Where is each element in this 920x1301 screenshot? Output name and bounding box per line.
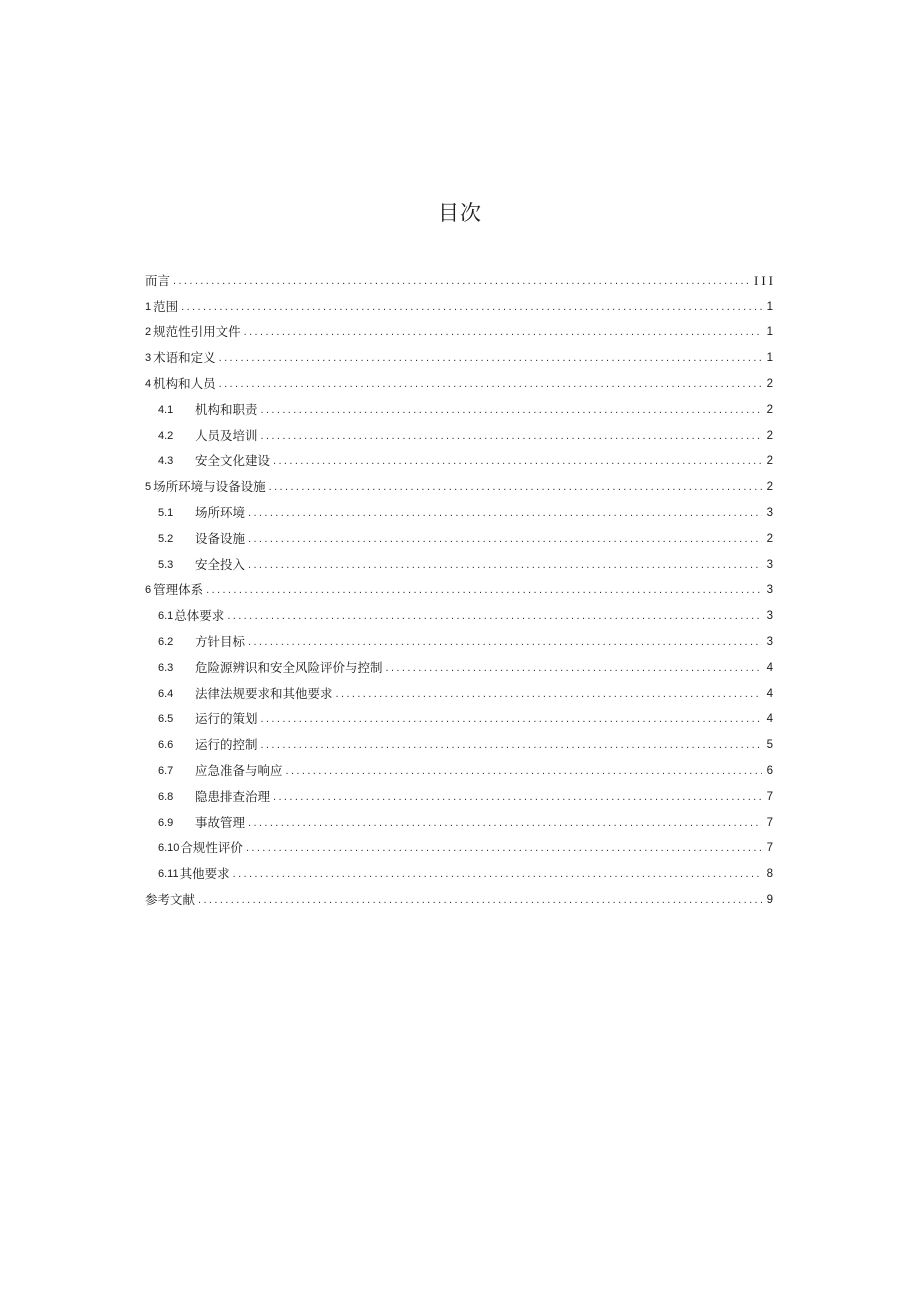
- toc-leader-dots: [248, 531, 762, 547]
- toc-subentry[interactable]: [145, 707, 773, 733]
- toc-entry-page: 8: [766, 868, 773, 881]
- toc-entry-page: 7: [766, 816, 773, 829]
- toc-entry-page: 1: [766, 326, 773, 339]
- toc-entry-number: 6.11: [158, 868, 179, 881]
- toc-entry-number: 6.3: [158, 661, 174, 674]
- toc-entry-number: 6.9: [158, 816, 174, 829]
- toc-leader-dots: [248, 815, 762, 831]
- toc-entry-page: 2: [766, 403, 773, 416]
- toc-entry-page: 2: [766, 532, 773, 545]
- toc-entry-label: 事故管理: [195, 814, 246, 830]
- toc-entry-page: 2: [766, 455, 773, 468]
- toc-entry-page: 3: [766, 584, 773, 597]
- toc-entry-page: 3: [766, 636, 773, 649]
- toc-entry-page: 6: [766, 765, 773, 778]
- toc-entry-page: 2: [766, 429, 773, 442]
- toc-entry-page: 2: [766, 378, 773, 391]
- toc-leader-dots: [386, 660, 762, 676]
- toc-subentry[interactable]: [145, 784, 773, 810]
- toc-entry-label: 管理体系: [153, 582, 204, 598]
- toc-entry-label: 而言: [145, 272, 171, 288]
- toc-entry-label: 安全投入: [195, 556, 246, 572]
- toc-subentry[interactable]: [145, 423, 773, 449]
- toc-leader-dots: [181, 299, 762, 315]
- toc-leader-dots: [173, 273, 751, 289]
- toc-leader-dots: [336, 686, 762, 702]
- toc-subentry[interactable]: [145, 397, 773, 423]
- toc-entry-number: 2: [145, 326, 152, 339]
- toc-entry-label: 规范性引用文件: [153, 324, 241, 340]
- toc-entry-label: 总体要求: [174, 608, 225, 624]
- toc-entry-label: 其他要求: [179, 866, 230, 882]
- toc-entry-number: 6.7: [158, 765, 174, 778]
- toc-leader-dots: [261, 428, 762, 444]
- toc-subentry[interactable]: [145, 500, 773, 526]
- toc-entry-label: 术语和定义: [153, 350, 216, 366]
- toc-entry-label: 法律法规要求和其他要求: [195, 685, 333, 701]
- toc-entry-number: 5.3: [158, 558, 174, 571]
- toc-entry[interactable]: [145, 474, 773, 500]
- toc-entry-number: 6: [145, 584, 152, 597]
- toc-entry-label: 运行的控制: [195, 737, 258, 753]
- toc-entry-number: 6.4: [158, 687, 174, 700]
- toc-entry-page: 3: [766, 507, 773, 520]
- toc-entry-label: 危险源辨识和安全风险评价与控制: [195, 659, 383, 675]
- toc-entry-page: III: [754, 272, 776, 288]
- toc-subentry[interactable]: [145, 758, 773, 784]
- toc-entry-number: 4.1: [158, 403, 174, 416]
- toc-leader-dots: [261, 737, 762, 753]
- toc-entry-number: 6.5: [158, 713, 174, 726]
- toc-entry[interactable]: [145, 294, 773, 320]
- toc-entry[interactable]: [145, 345, 773, 371]
- toc-title: 目次: [438, 201, 482, 225]
- toc-entry-number: 4: [145, 378, 152, 391]
- toc-subentry[interactable]: [145, 552, 773, 578]
- toc-leader-dots: [273, 453, 762, 469]
- toc-entry-label: 机构和职责: [195, 401, 258, 417]
- toc-entry[interactable]: [145, 887, 773, 913]
- toc-entry-number: 4.2: [158, 429, 174, 442]
- toc-entry-label: 安全文化建设: [195, 453, 271, 469]
- toc-entry-number: 5: [145, 481, 152, 494]
- toc-entry[interactable]: [145, 268, 776, 294]
- toc-entry-page: 4: [766, 713, 773, 726]
- toc-leader-dots: [206, 582, 762, 598]
- toc-leader-dots: [248, 634, 762, 650]
- toc-subentry[interactable]: [145, 732, 773, 758]
- toc-subentry[interactable]: [145, 861, 773, 887]
- toc-entry-page: 5: [766, 739, 773, 752]
- toc-entry-label: 隐患排查治理: [195, 788, 271, 804]
- toc-leader-dots: [286, 763, 762, 779]
- toc-entry-number: 3: [145, 352, 152, 365]
- toc-entry-label: 应急准备与响应: [195, 763, 283, 779]
- toc-entry-page: 2: [766, 481, 773, 494]
- toc-entry-number: 4.3: [158, 455, 174, 468]
- toc-entry[interactable]: [145, 578, 773, 604]
- toc-leader-dots: [273, 789, 762, 805]
- toc-subentry[interactable]: [145, 655, 773, 681]
- toc-entry-number: 6.1: [158, 610, 174, 623]
- toc-entry-number: 6.8: [158, 790, 174, 803]
- toc-leader-dots: [246, 840, 762, 856]
- toc-entry-label: 人员及培训: [195, 427, 258, 443]
- toc-entry-page: 3: [766, 558, 773, 571]
- toc-entry-page: 4: [766, 661, 773, 674]
- toc-entry-label: 设备设施: [195, 530, 246, 546]
- toc-entry[interactable]: [145, 320, 773, 346]
- toc-entry-page: 7: [766, 842, 773, 855]
- toc-subentry[interactable]: [145, 603, 773, 629]
- toc-entry-page: 1: [766, 352, 773, 365]
- toc-leader-dots: [261, 402, 762, 418]
- toc-entry[interactable]: [145, 371, 773, 397]
- toc-entry-number: 1: [145, 300, 152, 313]
- toc-entry-label: 机构和人员: [153, 376, 216, 392]
- toc-entry-page: 3: [766, 610, 773, 623]
- toc-entry-page: 9: [766, 894, 773, 907]
- toc-entry-label: 运行的策划: [195, 711, 258, 727]
- toc-entry-page: 4: [766, 687, 773, 700]
- toc-leader-dots: [244, 324, 762, 340]
- toc-entry-label: 参考文献: [145, 892, 196, 908]
- toc-entry-label: 范围: [153, 298, 179, 314]
- toc-leader-dots: [219, 376, 762, 392]
- toc-entry-number: 6.6: [158, 739, 174, 752]
- toc-leader-dots: [248, 557, 762, 573]
- toc-entry-number: 6.2: [158, 636, 174, 649]
- toc-subentry[interactable]: [145, 449, 773, 475]
- toc-list: [145, 268, 776, 913]
- toc-leader-dots: [198, 892, 762, 908]
- toc-entry-label: 合规性评价: [180, 840, 243, 856]
- toc-leader-dots: [261, 711, 762, 727]
- toc-entry-page: 1: [766, 300, 773, 313]
- toc-entry-page: 7: [766, 790, 773, 803]
- toc-leader-dots: [219, 350, 762, 366]
- toc-leader-dots: [269, 479, 762, 495]
- toc-entry-number: 6.10: [158, 842, 180, 855]
- toc-entry-label: 场所环境与设备设施: [153, 479, 266, 495]
- toc-subentry[interactable]: [145, 836, 773, 862]
- toc-leader-dots: [248, 505, 762, 521]
- toc-subentry[interactable]: [145, 681, 773, 707]
- toc-entry-label: 方针目标: [195, 634, 246, 650]
- toc-subentry[interactable]: [145, 810, 773, 836]
- toc-subentry[interactable]: [145, 526, 773, 552]
- toc-leader-dots: [227, 608, 762, 624]
- toc-subentry[interactable]: [145, 629, 773, 655]
- toc-entry-label: 场所环境: [195, 505, 246, 521]
- toc-entry-number: 5.1: [158, 507, 174, 520]
- toc-leader-dots: [233, 866, 762, 882]
- toc-entry-number: 5.2: [158, 532, 174, 545]
